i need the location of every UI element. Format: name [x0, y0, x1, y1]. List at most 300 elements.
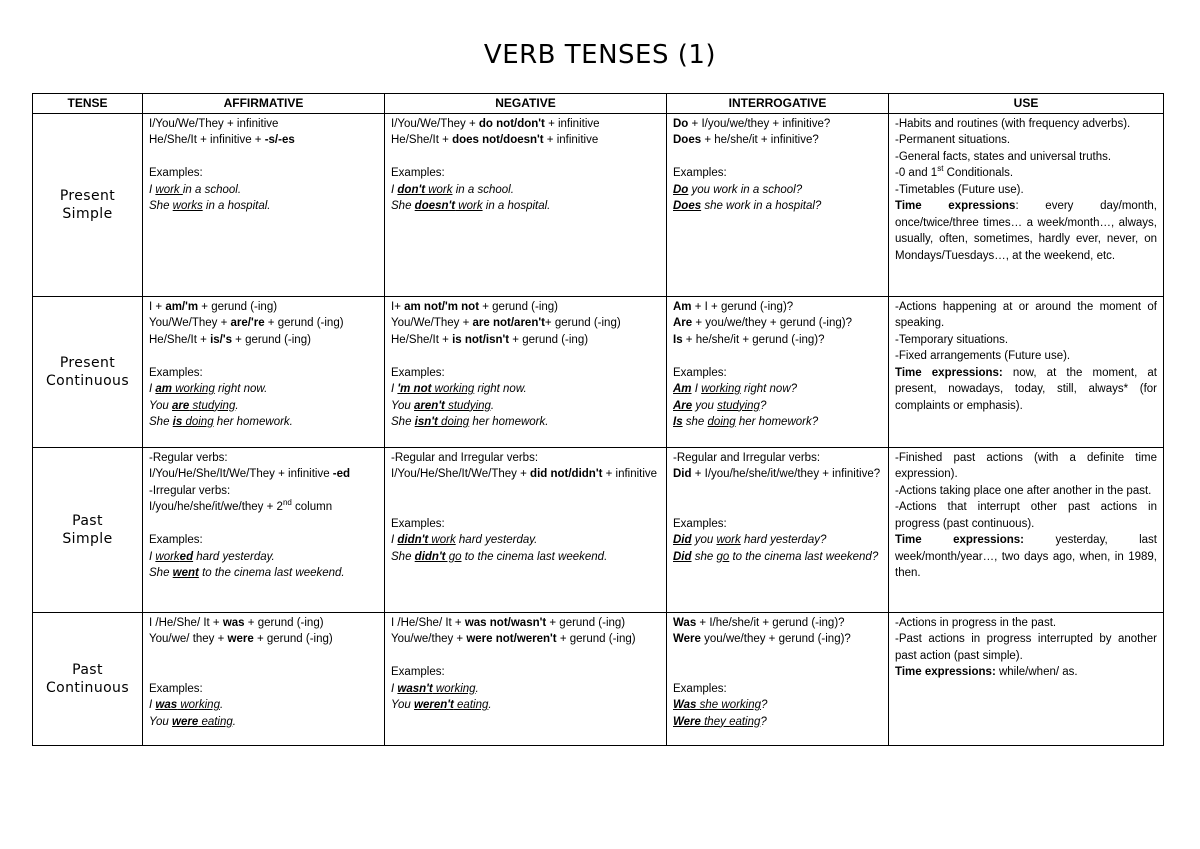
text-run: -Actions that interrupt other past actions in progress (past continuous).: [895, 501, 1157, 530]
text-run: eating: [729, 715, 761, 728]
text-run: didn't: [414, 550, 446, 563]
text-run: + gerund (-ing): [231, 333, 311, 346]
text-run: You/We/They +: [149, 317, 231, 329]
cell-line: [149, 681, 378, 698]
text-run: now, at the moment, at present, nowadays, today, still, always* (for complaints or emphasis).: [895, 366, 1157, 412]
text-run: I: [391, 183, 398, 196]
text-run: Are: [673, 317, 693, 329]
text-run: + gerund (-ing): [509, 333, 589, 346]
text-run: You/we/ they +: [149, 633, 228, 645]
cell-line: [391, 549, 660, 566]
text-run: -Fixed arrangements (Future use).: [895, 350, 1071, 362]
text-run: I: [391, 383, 398, 395]
text-run: Did: [673, 468, 692, 480]
interrogative-cell: [667, 113, 889, 296]
text-run: Do: [673, 117, 689, 130]
blank-line: [673, 483, 882, 500]
text-run: I: [391, 682, 398, 695]
text-run: Conditionals.: [943, 167, 1014, 179]
cell-line: [895, 149, 1157, 166]
text-run: I/You/We/They + infinitive: [149, 117, 279, 130]
text-run: were: [227, 633, 254, 645]
text-run: work: [425, 183, 453, 196]
blank-line: [149, 648, 378, 665]
cell-line: [149, 332, 378, 349]
text-run: you: [691, 534, 717, 546]
text-run: + infinitive: [543, 134, 599, 146]
cell-line: [673, 381, 882, 398]
text-run: while/when/ as.: [995, 666, 1078, 678]
cell-line: [149, 565, 378, 582]
text-run: -Permanent situations.: [895, 134, 1011, 146]
cell-line: [149, 398, 378, 415]
cell-line: [895, 116, 1157, 133]
text-run: I: [149, 550, 156, 563]
cell-line: [673, 615, 882, 632]
cell-line: [895, 664, 1157, 681]
cell-line: [895, 631, 1157, 664]
text-run: was: [155, 699, 178, 711]
text-run: studying: [717, 399, 760, 412]
cell-line: [391, 299, 660, 316]
cell-line: [673, 132, 882, 149]
cell-line: [895, 198, 1157, 264]
blank-line: [149, 516, 378, 533]
header-negative: NEGATIVE: [385, 94, 667, 114]
text-run: she: [696, 699, 722, 711]
tense-name: Simple: [62, 530, 113, 547]
text-run: am/'m: [165, 300, 199, 313]
text-run: Examples:: [391, 666, 445, 678]
cell-line: [673, 631, 882, 648]
blank-line: [391, 348, 660, 365]
text-run: weren't: [414, 699, 454, 711]
cell-line: [149, 414, 378, 431]
text-run: You: [149, 399, 173, 412]
cell-line: [673, 516, 882, 533]
text-run: works: [172, 200, 203, 212]
text-run: + gerund (-ing): [556, 633, 636, 645]
text-run: + he/she/it + gerund (-ing)?: [682, 333, 825, 346]
cell-line: [391, 466, 660, 483]
text-run: working: [701, 383, 741, 395]
table-row: [33, 612, 1164, 745]
text-run: go: [716, 550, 730, 563]
text-run: do not/don't: [478, 117, 545, 130]
affirmative-cell: [143, 447, 385, 612]
negative-cell: [385, 296, 667, 447]
text-run: I+: [391, 300, 405, 313]
text-run: -0 and 1: [895, 167, 938, 179]
text-run: I: [149, 699, 156, 711]
cell-line: [149, 365, 378, 382]
text-run: they: [700, 715, 730, 728]
text-run: -Regular and Irregular verbs:: [673, 451, 821, 464]
blank-line: [391, 499, 660, 516]
cell-line: [391, 365, 660, 382]
text-run: her homework.: [469, 416, 549, 428]
blank-line: [673, 664, 882, 681]
text-run: I/You/He/She/It/We/They + infinitive: [149, 468, 333, 480]
blank-line: [673, 348, 882, 365]
verb-tenses-table: [32, 93, 1164, 746]
text-run: She: [149, 416, 173, 428]
text-run: You: [149, 715, 173, 728]
text-run: -Finished past actions (with a definite time expression).: [895, 451, 1157, 480]
cell-line: [391, 414, 660, 431]
tense-name: Past: [72, 661, 103, 678]
text-run: hard yesterday.: [455, 534, 538, 546]
text-run: -Actions in progress in the past.: [895, 616, 1057, 629]
cell-line: [149, 499, 378, 516]
cell-line: [895, 499, 1157, 532]
text-run: Examples:: [673, 682, 727, 695]
interrogative-cell: [667, 296, 889, 447]
cell-line: [673, 414, 882, 431]
cell-line: [391, 450, 660, 467]
cell-line: [895, 182, 1157, 199]
text-run: went: [172, 567, 199, 579]
text-run: go: [445, 550, 462, 563]
cell-line: [149, 466, 378, 483]
text-run: nd: [282, 498, 292, 508]
tense-cell: [33, 296, 143, 447]
cell-line: [895, 165, 1157, 182]
blank-line: [149, 664, 378, 681]
text-run: Examples:: [149, 682, 203, 695]
text-run: 'm not: [397, 383, 432, 395]
text-run: yesterday, last week/month/year…, two days ago, when, in 1989, then.: [895, 534, 1157, 579]
text-run: she: [691, 550, 717, 563]
text-run: working: [177, 699, 220, 711]
text-run: right now.: [214, 383, 268, 395]
text-run: You/We/They +: [391, 317, 473, 329]
text-run: you work in a school?: [688, 183, 803, 196]
cell-line: [391, 315, 660, 332]
text-run: ?: [761, 699, 768, 711]
text-run: I /He/She/ It +: [149, 616, 223, 629]
tense-name: Simple: [62, 205, 113, 222]
text-run: didn't: [397, 534, 429, 546]
text-run: doing: [437, 416, 470, 428]
cell-line: [149, 198, 378, 215]
tense-name: Past: [72, 512, 103, 529]
text-run: work: [428, 534, 456, 546]
text-run: does not/doesn't: [452, 134, 544, 146]
text-run: Was: [673, 616, 697, 629]
page-title: VERB TENSES (1): [483, 40, 717, 70]
text-run: are not/aren't: [472, 317, 545, 329]
cell-line: [673, 681, 882, 698]
blank-line: [391, 648, 660, 665]
negative-cell: [385, 447, 667, 612]
text-run: Examples:: [149, 534, 203, 546]
text-run: + I/you/we/they + infinitive?: [688, 117, 831, 130]
text-run: -Actions taking place one after another in the past.: [895, 484, 1152, 497]
cell-line: [149, 182, 378, 199]
text-run: doing: [707, 416, 736, 428]
text-run: is/'s: [210, 333, 232, 346]
use-cell: [889, 447, 1164, 612]
interrogative-cell: [667, 612, 889, 745]
text-run: Do: [673, 183, 689, 196]
text-run: to the cinema last weekend.: [198, 567, 345, 579]
text-run: did not/didn't: [530, 468, 603, 480]
text-run: + gerund (-ing): [198, 300, 278, 313]
text-run: You: [391, 699, 415, 711]
text-run: Were: [673, 715, 701, 728]
text-run: Examples:: [391, 366, 445, 379]
text-run: is not/isn't: [452, 333, 510, 346]
cell-line: [673, 365, 882, 382]
text-run: eating: [453, 699, 489, 711]
cell-line: [673, 332, 882, 349]
text-run: her homework?: [735, 416, 819, 428]
text-run: -Past actions in progress interrupted by another past action (past simple).: [895, 633, 1157, 662]
blank-line: [673, 149, 882, 166]
cell-line: [149, 315, 378, 332]
text-run: I: [149, 383, 156, 395]
text-run: am not/'m not: [404, 300, 480, 313]
text-run: Examples:: [673, 167, 727, 179]
text-run: Is: [673, 333, 683, 346]
cell-line: [149, 299, 378, 316]
text-run: I/You/He/She/It/We/They +: [391, 468, 531, 480]
text-run: -Temporary situations.: [895, 333, 1009, 346]
text-run: working: [431, 383, 475, 395]
text-run: Examples:: [149, 167, 203, 179]
header-use: USE: [889, 94, 1164, 114]
interrogative-cell: [667, 447, 889, 612]
text-run: He/She/It +: [391, 333, 453, 346]
text-run: + I + gerund (-ing)?: [691, 300, 794, 313]
text-run: hard yesterday.: [193, 550, 275, 563]
blank-line: [673, 648, 882, 665]
text-run: studying: [189, 399, 236, 412]
text-run: was not/wasn't: [464, 616, 547, 629]
text-run: she work in a hospital?: [701, 200, 822, 212]
cell-line: [149, 116, 378, 133]
text-run: don't: [397, 183, 426, 196]
text-run: -Irregular verbs:: [149, 484, 231, 497]
text-run: + infinitive: [544, 117, 600, 130]
text-run: He/She/It + infinitive +: [149, 134, 265, 146]
cell-line: [895, 483, 1157, 500]
text-run: Time expressions:: [895, 666, 996, 678]
text-run: you: [692, 399, 718, 412]
text-run: + gerund (-ing): [544, 317, 621, 329]
text-run: Time expressions:: [895, 534, 1025, 546]
cell-line: [895, 450, 1157, 483]
text-run: doing: [182, 416, 214, 428]
cell-line: [391, 532, 660, 549]
cell-line: [149, 450, 378, 467]
text-run: she: [682, 416, 708, 428]
text-run: Were: [673, 633, 701, 645]
text-run: -Actions happening at or around the moment of speaking.: [895, 300, 1157, 329]
blank-line: [149, 149, 378, 166]
text-run: She: [391, 200, 415, 212]
cell-line: [391, 697, 660, 714]
text-run: I /He/She/ It +: [391, 616, 465, 629]
use-cell: [889, 612, 1164, 745]
text-run: you/we/they + gerund (-ing)?: [700, 633, 851, 645]
text-run: in a school.: [452, 183, 514, 196]
text-run: are/'re: [230, 317, 265, 329]
cell-line: [673, 198, 882, 215]
text-run: You/we/they +: [391, 633, 467, 645]
cell-line: [391, 681, 660, 698]
cell-line: [895, 365, 1157, 415]
text-run: I +: [149, 300, 166, 313]
cell-line: [673, 182, 882, 199]
text-run: Does: [673, 200, 702, 212]
cell-line: [673, 466, 882, 483]
cell-line: [391, 398, 660, 415]
text-run: + you/we/they + gerund (-ing)?: [692, 317, 853, 329]
text-run: working: [721, 699, 762, 711]
affirmative-cell: [143, 612, 385, 745]
text-run: am: [155, 383, 173, 395]
cell-line: [149, 381, 378, 398]
text-run: -Regular and Irregular verbs:: [391, 451, 539, 464]
header-interrogative: INTERROGATIVE: [667, 94, 889, 114]
text-run: st: [937, 164, 944, 174]
cell-line: [391, 165, 660, 182]
text-run: .: [488, 699, 492, 711]
table-row: [33, 296, 1164, 447]
text-run: -General facts, states and universal truths.: [895, 150, 1112, 163]
text-run: in a hospital.: [202, 200, 271, 212]
blank-line: [391, 149, 660, 166]
text-run: + gerund (-ing): [253, 633, 333, 645]
cell-line: [895, 348, 1157, 365]
text-run: in a school.: [182, 183, 242, 196]
text-run: work: [716, 534, 741, 546]
text-run: .: [232, 715, 236, 728]
text-run: eating: [198, 715, 233, 728]
use-cell: [889, 296, 1164, 447]
cell-line: [149, 165, 378, 182]
text-run: He/She/It +: [149, 333, 211, 346]
text-run: + I/he/she/it + gerund (-ing)?: [696, 616, 845, 629]
cell-line: [391, 631, 660, 648]
text-run: doesn't: [414, 200, 456, 212]
text-run: I: [149, 183, 156, 196]
text-run: -Timetables (Future use).: [895, 183, 1024, 196]
text-run: Did: [673, 550, 692, 563]
cell-line: [673, 299, 882, 316]
text-run: Does: [673, 134, 702, 146]
cell-line: [673, 532, 882, 549]
cell-line: [673, 714, 882, 731]
text-run: + gerund (-ing): [479, 300, 558, 313]
text-run: working: [172, 383, 215, 395]
cell-line: [895, 299, 1157, 332]
header-affirmative: AFFIRMATIVE: [143, 94, 385, 114]
text-run: ?: [760, 715, 767, 728]
text-run: Was: [673, 699, 697, 711]
text-run: I/you/he/she/it/we/they + 2: [149, 501, 283, 513]
cell-line: [149, 483, 378, 500]
cell-line: [149, 532, 378, 549]
text-run: .: [475, 682, 479, 695]
text-run: Examples:: [673, 366, 727, 379]
negative-cell: [385, 612, 667, 745]
cell-line: [391, 116, 660, 133]
tense-cell: [33, 447, 143, 612]
text-run: her homework.: [213, 416, 293, 428]
text-run: .: [235, 399, 239, 412]
text-run: wasn't: [397, 682, 433, 695]
cell-line: [149, 697, 378, 714]
cell-line: [149, 132, 378, 149]
cell-line: [673, 116, 882, 133]
affirmative-cell: [143, 296, 385, 447]
text-run: Are: [673, 399, 693, 412]
tense-name: Present: [59, 354, 116, 371]
text-run: .: [219, 699, 224, 711]
cell-line: [149, 615, 378, 632]
text-run: I: [691, 383, 702, 395]
cell-line: [391, 516, 660, 533]
cell-line: [149, 714, 378, 731]
text-run: + I/you/he/she/it/we/they + infinitive?: [691, 468, 881, 480]
text-run: right now.: [474, 383, 527, 395]
cell-line: [673, 549, 882, 566]
cell-line: [895, 332, 1157, 349]
blank-line: [149, 348, 378, 365]
text-run: + infinitive: [602, 468, 658, 480]
cell-line: [895, 532, 1157, 582]
text-run: Am: [673, 383, 692, 395]
text-run: .: [490, 399, 495, 412]
text-run: right now?: [740, 383, 798, 395]
cell-line: [391, 182, 660, 199]
text-run: is: [172, 416, 183, 428]
cell-line: [673, 450, 882, 467]
text-run: -Regular verbs:: [149, 451, 228, 464]
table-row: [33, 447, 1164, 612]
header-row: [33, 94, 1164, 114]
cell-line: [391, 132, 660, 149]
blank-line: [673, 499, 882, 516]
text-run: Examples:: [673, 517, 727, 530]
cell-line: [673, 165, 882, 182]
text-run: Is: [673, 416, 683, 428]
cell-line: [391, 615, 660, 632]
blank-line: [391, 483, 660, 500]
text-run: -s/-es: [264, 134, 295, 146]
text-run: I: [391, 534, 398, 546]
text-run: working: [432, 682, 476, 695]
text-run: studying: [444, 399, 491, 412]
text-run: + gerund (-ing): [264, 317, 344, 329]
text-run: Time expressions:: [895, 366, 1003, 379]
text-run: to the cinema last weekend?: [729, 550, 879, 563]
text-run: She: [391, 550, 415, 563]
text-run: I/You/We/They +: [391, 117, 479, 130]
text-run: column: [291, 501, 333, 513]
cell-line: [673, 315, 882, 332]
text-run: are: [172, 399, 190, 412]
text-run: ?: [759, 399, 767, 412]
cell-line: [673, 697, 882, 714]
text-run: to the cinema last weekend.: [461, 550, 608, 563]
cell-line: [895, 615, 1157, 632]
text-run: Examples:: [391, 167, 445, 179]
tense-cell: [33, 612, 143, 745]
